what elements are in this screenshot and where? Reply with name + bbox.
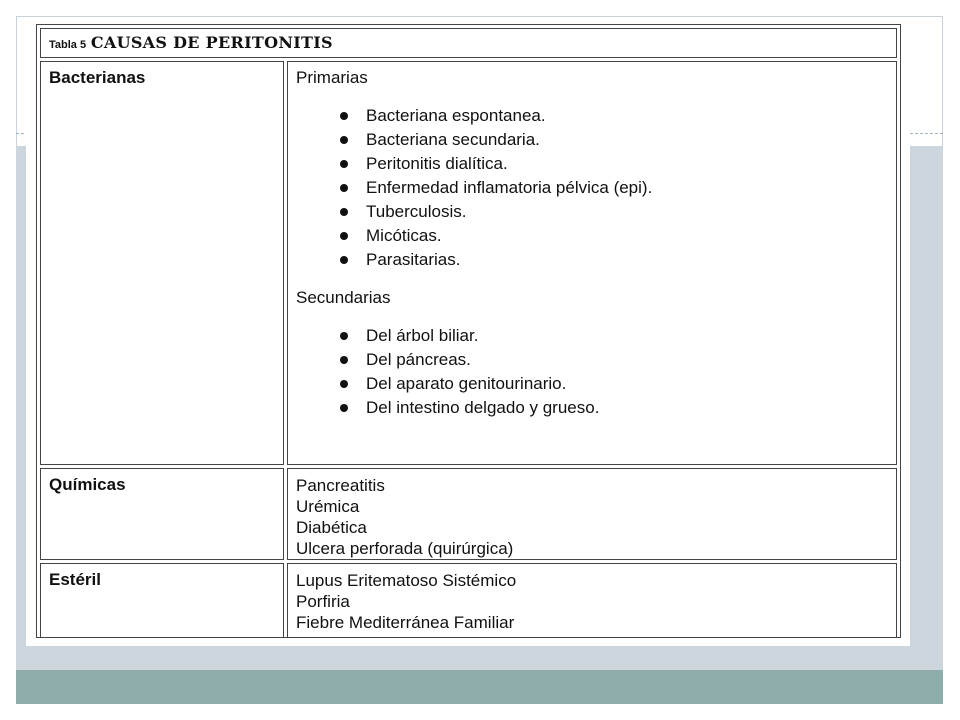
group-heading-primarias: Primarias [296, 68, 368, 87]
row-label-bacterianas [40, 61, 284, 465]
list-item [338, 152, 888, 176]
cell-line: Diabética [296, 518, 367, 537]
table-heading: CAUSAS DE PERITONITIS [90, 33, 333, 52]
row-content-bacterianas [287, 61, 897, 465]
bullet-icon [340, 136, 348, 144]
table-title [40, 28, 897, 58]
list-item-text: Enfermedad inflamatoria pélvica (epi). [366, 178, 653, 197]
row-content-quimicas [287, 468, 897, 560]
bullet-icon [340, 208, 348, 216]
bullet-icon [340, 112, 348, 120]
bullet-icon [340, 404, 348, 412]
table-number: Tabla 5 [49, 39, 87, 51]
list-item [338, 128, 888, 152]
list-item-text: Micóticas. [366, 226, 442, 245]
cell-line: Porfiria [296, 592, 350, 611]
cell-line: Pancreatitis [296, 476, 385, 495]
list-item-text: Del aparato genitourinario. [366, 374, 567, 393]
slide-footer-bar [16, 670, 943, 704]
list-item-text: Parasitarias. [366, 250, 461, 269]
list-item [338, 324, 888, 348]
list-item [338, 372, 888, 396]
list-item [338, 396, 888, 420]
list-item-text: Bacteriana espontanea. [366, 106, 546, 125]
list-item [338, 248, 888, 272]
list-item [338, 348, 888, 372]
causes-table [36, 24, 901, 638]
bullet-icon [340, 356, 348, 364]
bullet-icon [340, 332, 348, 340]
secundarias-list [296, 324, 888, 420]
cell-line: Ulcera perforada (quirúrgica) [296, 539, 514, 558]
cell-line: Urémica [296, 497, 360, 516]
bullet-icon [340, 232, 348, 240]
row-label: Bacterianas [49, 68, 146, 87]
row-label-quimicas [40, 468, 284, 560]
list-item-text: Del páncreas. [366, 350, 471, 369]
bullet-icon [340, 256, 348, 264]
row-content-esteril [287, 563, 897, 638]
primarias-list [296, 104, 888, 272]
bullet-icon [340, 160, 348, 168]
cell-line: Lupus Eritematoso Sistémico [296, 571, 517, 590]
list-item [338, 200, 888, 224]
list-item [338, 104, 888, 128]
list-item [338, 224, 888, 248]
row-label: Químicas [49, 475, 126, 494]
list-item-text: Del intestino delgado y grueso. [366, 398, 600, 417]
list-item-text: Bacteriana secundaria. [366, 130, 540, 149]
list-item-text: Peritonitis dialítica. [366, 154, 508, 173]
row-label: Estéril [49, 570, 101, 589]
cell-line: Fiebre Mediterránea Familiar [296, 613, 515, 632]
group-heading-secundarias: Secundarias [296, 288, 391, 307]
bullet-icon [340, 380, 348, 388]
row-label-esteril [40, 563, 284, 638]
list-item [338, 176, 888, 200]
bullet-icon [340, 184, 348, 192]
list-item-text: Tuberculosis. [366, 202, 467, 221]
list-item-text: Del árbol biliar. [366, 326, 479, 345]
